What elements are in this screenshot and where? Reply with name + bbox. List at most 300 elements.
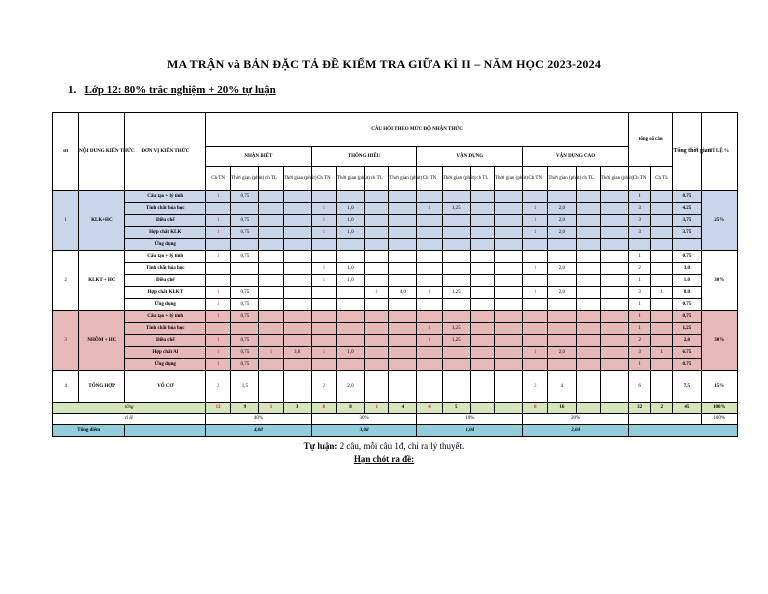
- level-header: THÔNG HIỂU: [311, 147, 417, 167]
- question-count: 1: [417, 335, 442, 347]
- level-header: VẬN DỤNG: [417, 147, 523, 167]
- table-row: [53, 311, 738, 323]
- time-value: [494, 371, 522, 403]
- sub-header-ch-tn: Ch TN: [206, 167, 231, 191]
- total-time: 0.75: [673, 251, 701, 263]
- question-count: 1: [206, 191, 231, 203]
- question-count: [365, 299, 389, 311]
- group-rate: 30%: [701, 251, 738, 311]
- total-time: 8.0: [673, 287, 701, 299]
- time-value: 0,75: [231, 251, 259, 263]
- total-tn: 3: [629, 215, 651, 227]
- time-value: 1,0: [336, 227, 364, 239]
- question-count: [470, 299, 494, 311]
- total-tl: 1: [651, 287, 673, 299]
- time-value: [494, 239, 522, 251]
- question-count: [311, 335, 336, 347]
- time-value: [494, 347, 522, 359]
- time-value: 1,5: [231, 371, 259, 403]
- total-value: [470, 403, 494, 414]
- score-row: [53, 425, 738, 437]
- time-value: [231, 263, 259, 275]
- question-count: [311, 191, 336, 203]
- question-count: [365, 251, 389, 263]
- question-count: 1: [365, 287, 389, 299]
- time-value: 2,0: [336, 371, 364, 403]
- time-value: [494, 335, 522, 347]
- question-count: [206, 275, 231, 287]
- sub-header-ch-tl: ch TL: [365, 167, 389, 191]
- question-count: [365, 239, 389, 251]
- time-value: [600, 311, 628, 323]
- question-count: [576, 251, 600, 263]
- matrix-table: [52, 112, 738, 437]
- time-value: [283, 251, 311, 263]
- total-label: tổng: [53, 403, 206, 414]
- question-count: [311, 323, 336, 335]
- total-tn: 1: [629, 275, 651, 287]
- question-count: 1: [311, 263, 336, 275]
- question-count: [417, 311, 442, 323]
- total-time: [673, 239, 701, 251]
- time-value: [548, 239, 576, 251]
- question-count: [470, 239, 494, 251]
- time-value: [494, 263, 522, 275]
- level-header: NHẬN BIẾT: [206, 147, 312, 167]
- time-value: [548, 191, 576, 203]
- question-count: [576, 347, 600, 359]
- question-count: [576, 227, 600, 239]
- sub-header-thoi-gian: Thời gian (phút): [442, 167, 470, 191]
- total-tn: 1: [629, 191, 651, 203]
- unit-label: Tính chất hóa học: [125, 203, 206, 215]
- score-value: 2,0đ: [523, 425, 629, 437]
- question-count: [311, 299, 336, 311]
- group-stt: 3: [53, 311, 79, 371]
- time-value: [600, 287, 628, 299]
- time-value: [442, 311, 470, 323]
- total-value: 8: [311, 403, 336, 414]
- question-count: [365, 347, 389, 359]
- time-value: [389, 335, 417, 347]
- ratio-value: 20%: [523, 414, 629, 425]
- unit-label: Điều chế: [125, 335, 206, 347]
- question-count: 1: [206, 251, 231, 263]
- question-count: [470, 359, 494, 371]
- time-value: [600, 275, 628, 287]
- question-count: [206, 263, 231, 275]
- total-value: 8: [523, 403, 548, 414]
- question-count: 1: [206, 287, 231, 299]
- time-value: [600, 239, 628, 251]
- time-value: [600, 263, 628, 275]
- time-value: [494, 311, 522, 323]
- question-count: 1: [311, 347, 336, 359]
- total-time: 45: [673, 403, 701, 414]
- question-count: [259, 239, 283, 251]
- time-value: 1,25: [442, 323, 470, 335]
- question-count: [417, 371, 442, 403]
- question-count: [259, 227, 283, 239]
- unit-label: Hợp chất KLK: [125, 227, 206, 239]
- table-row: [53, 203, 738, 215]
- question-count: [576, 299, 600, 311]
- question-count: [523, 323, 548, 335]
- question-count: [365, 227, 389, 239]
- total-value: 1: [365, 403, 389, 414]
- sub-header-ch-tl: ch TL: [470, 167, 494, 191]
- col-tong-thoi-gian: Tổng thời gian: [673, 113, 701, 191]
- question-count: [417, 251, 442, 263]
- time-value: [494, 287, 522, 299]
- time-value: 0,75: [231, 227, 259, 239]
- time-value: [283, 299, 311, 311]
- time-value: 1,0: [336, 275, 364, 287]
- total-value: 4: [417, 403, 442, 414]
- sub-header-thoi-gian: Thời gian (phút): [600, 167, 628, 191]
- group-stt: 2: [53, 251, 79, 311]
- question-count: [470, 335, 494, 347]
- question-count: [470, 347, 494, 359]
- question-count: [259, 203, 283, 215]
- unit-label: Điều chế: [125, 275, 206, 287]
- ratio-rate: 100%: [701, 414, 738, 425]
- question-count: 2: [311, 371, 336, 403]
- question-count: [523, 239, 548, 251]
- time-value: [494, 215, 522, 227]
- question-count: [470, 287, 494, 299]
- time-value: [442, 263, 470, 275]
- question-count: 1: [206, 347, 231, 359]
- total-tl: [651, 215, 673, 227]
- table-row: [53, 359, 738, 371]
- question-count: 1: [523, 263, 548, 275]
- table-row: [53, 347, 738, 359]
- time-value: [283, 275, 311, 287]
- question-count: 1: [523, 287, 548, 299]
- question-count: [523, 191, 548, 203]
- time-value: [442, 275, 470, 287]
- time-value: [442, 227, 470, 239]
- question-count: 1: [311, 275, 336, 287]
- group-stt: 4: [53, 371, 79, 403]
- time-value: [336, 335, 364, 347]
- question-count: 1: [311, 215, 336, 227]
- unit-label: Cấu tạo + lý tính: [125, 191, 206, 203]
- time-value: [389, 263, 417, 275]
- ratio-row: [53, 414, 738, 425]
- time-value: [600, 359, 628, 371]
- sub-header-thoi-gian: Thời gian (phút): [336, 167, 364, 191]
- time-value: [442, 359, 470, 371]
- question-count: 1: [523, 203, 548, 215]
- question-count: [311, 251, 336, 263]
- total-value: 5: [442, 403, 470, 414]
- group-rate: 25%: [701, 191, 738, 251]
- time-value: [548, 311, 576, 323]
- total-tl: [651, 239, 673, 251]
- total-value: 3: [283, 403, 311, 414]
- table-row: [53, 275, 738, 287]
- question-count: [470, 323, 494, 335]
- total-tl: [651, 251, 673, 263]
- time-value: [283, 335, 311, 347]
- question-count: 1: [206, 359, 231, 371]
- group-rate: 30%: [701, 311, 738, 371]
- total-tl: [651, 191, 673, 203]
- question-count: [417, 191, 442, 203]
- question-count: [417, 227, 442, 239]
- total-tn: 1: [629, 323, 651, 335]
- ratio-value: 40%: [206, 414, 312, 425]
- question-count: [311, 311, 336, 323]
- question-count: [417, 347, 442, 359]
- total-tn: 2: [629, 335, 651, 347]
- question-count: [365, 275, 389, 287]
- question-count: [470, 371, 494, 403]
- sub-header-thoi-gian: Thời gian (phút): [283, 167, 311, 191]
- total-value: 9: [231, 403, 259, 414]
- time-value: [389, 215, 417, 227]
- total-value: 16: [548, 403, 576, 414]
- unit-label: Ứng dụng: [125, 239, 206, 251]
- time-value: [600, 203, 628, 215]
- ratio-value: 10%: [417, 414, 523, 425]
- time-value: 0,75: [231, 335, 259, 347]
- total-time: 3.75: [673, 227, 701, 239]
- total-time: 3,75: [673, 215, 701, 227]
- time-value: [442, 299, 470, 311]
- col-tong-so-cau: tổng số câu: [629, 113, 673, 167]
- section-number: 1.: [68, 84, 77, 96]
- table-row: [53, 263, 738, 275]
- group-stt: 1: [53, 191, 79, 251]
- time-value: [548, 359, 576, 371]
- question-count: [365, 311, 389, 323]
- question-count: [576, 215, 600, 227]
- time-value: [442, 191, 470, 203]
- question-count: [259, 287, 283, 299]
- question-count: 1: [417, 203, 442, 215]
- time-value: [494, 323, 522, 335]
- time-value: [336, 323, 364, 335]
- question-count: [259, 371, 283, 403]
- question-count: [365, 335, 389, 347]
- question-count: 1: [523, 227, 548, 239]
- time-value: 2,0: [548, 227, 576, 239]
- total-tl: [651, 263, 673, 275]
- question-count: [259, 323, 283, 335]
- time-value: [494, 251, 522, 263]
- table-row: [53, 299, 738, 311]
- time-value: [283, 203, 311, 215]
- time-value: 0,75: [231, 287, 259, 299]
- time-value: [600, 191, 628, 203]
- total-value: 1: [259, 403, 283, 414]
- col-cau-hoi: CÂU HỎI THEO MỨC ĐỘ NHẬN THỨC: [206, 113, 629, 147]
- question-count: [523, 359, 548, 371]
- question-count: [576, 275, 600, 287]
- total-tn: 1: [629, 251, 651, 263]
- question-count: [576, 287, 600, 299]
- time-value: [389, 191, 417, 203]
- question-count: [576, 203, 600, 215]
- time-value: 0,75: [231, 191, 259, 203]
- score-empty: [125, 425, 206, 437]
- time-value: [600, 371, 628, 403]
- time-value: 4,0: [389, 287, 417, 299]
- sub-header-thoi-gian: Thời gian (phút): [548, 167, 576, 191]
- tu-luan-note: [0, 441, 768, 451]
- question-count: [259, 263, 283, 275]
- total-value: 8: [336, 403, 364, 414]
- time-value: [494, 275, 522, 287]
- question-count: [470, 275, 494, 287]
- question-count: [259, 215, 283, 227]
- question-count: 1: [206, 227, 231, 239]
- question-count: [470, 215, 494, 227]
- question-count: 1: [206, 311, 231, 323]
- group-topic: NHÔM + HC: [79, 311, 125, 371]
- time-value: [494, 203, 522, 215]
- question-count: [576, 335, 600, 347]
- total-time: 2,0: [673, 335, 701, 347]
- question-count: [417, 299, 442, 311]
- time-value: [389, 251, 417, 263]
- group-topic: KLKT + HC: [79, 251, 125, 311]
- time-value: [336, 299, 364, 311]
- unit-label: Tính chất hóa học: [125, 263, 206, 275]
- time-value: [231, 239, 259, 251]
- time-value: 0,75: [231, 347, 259, 359]
- time-value: [283, 371, 311, 403]
- total-time: 0.75: [673, 191, 701, 203]
- col-ti-le: TỈ LỆ %: [701, 113, 738, 191]
- question-count: [259, 251, 283, 263]
- unit-label: Ứng dụng: [125, 299, 206, 311]
- total-tl: [651, 371, 673, 403]
- sub-header-tong-tn: Ch TN: [629, 167, 651, 191]
- total-tn: 1: [629, 359, 651, 371]
- time-value: 4: [548, 371, 576, 403]
- question-count: 1: [206, 335, 231, 347]
- time-value: [494, 227, 522, 239]
- sub-header-ch-tn: Ch TN: [523, 167, 548, 191]
- time-value: 1,25: [442, 287, 470, 299]
- total-value: 4: [389, 403, 417, 414]
- total-time: 4.25: [673, 203, 701, 215]
- question-count: [576, 371, 600, 403]
- question-count: 2: [206, 371, 231, 403]
- question-count: [417, 359, 442, 371]
- total-tl: [651, 203, 673, 215]
- time-value: [283, 287, 311, 299]
- sub-header-tong-tl: Ch TL: [651, 167, 673, 191]
- time-value: [283, 323, 311, 335]
- question-count: [470, 227, 494, 239]
- question-count: [259, 191, 283, 203]
- time-value: 1,25: [442, 203, 470, 215]
- time-value: 0,75: [231, 311, 259, 323]
- time-value: [494, 299, 522, 311]
- unit-label: Ứng dụng: [125, 359, 206, 371]
- time-value: [336, 359, 364, 371]
- time-value: [336, 251, 364, 263]
- question-count: [470, 191, 494, 203]
- time-value: [600, 215, 628, 227]
- time-value: [548, 323, 576, 335]
- time-value: [548, 299, 576, 311]
- table-row: [53, 323, 738, 335]
- sub-header-thoi-gian: Thời gian (phút): [389, 167, 417, 191]
- question-count: [311, 239, 336, 251]
- time-value: [600, 251, 628, 263]
- ratio-empty: [629, 414, 701, 425]
- unit-label: Cấu tạo + lý tính: [125, 251, 206, 263]
- question-count: [417, 263, 442, 275]
- question-count: [576, 323, 600, 335]
- tu-luan-label: Tự luận:: [303, 441, 338, 451]
- question-count: [206, 203, 231, 215]
- table-row: [53, 251, 738, 263]
- total-tl: [651, 323, 673, 335]
- group-rate: 15%: [701, 371, 738, 403]
- unit-label: VÔ CƠ: [125, 371, 206, 403]
- time-value: 1,25: [442, 335, 470, 347]
- time-value: 1,0: [336, 215, 364, 227]
- question-count: [365, 263, 389, 275]
- total-tn: [629, 239, 651, 251]
- score-label: Tổng điểm: [53, 425, 125, 437]
- time-value: [600, 299, 628, 311]
- score-value: 4,0đ: [206, 425, 312, 437]
- time-value: [600, 335, 628, 347]
- question-count: 2: [523, 371, 548, 403]
- question-count: [259, 359, 283, 371]
- total-time: 6.75: [673, 347, 701, 359]
- question-count: 1: [417, 323, 442, 335]
- total-value: 12: [206, 403, 231, 414]
- time-value: [283, 191, 311, 203]
- time-value: [231, 203, 259, 215]
- table-row: [53, 191, 738, 203]
- time-value: 0,75: [231, 359, 259, 371]
- total-tl: 1: [651, 347, 673, 359]
- total-tl: [651, 227, 673, 239]
- time-value: [442, 251, 470, 263]
- time-value: [231, 275, 259, 287]
- total-time: 7,5: [673, 371, 701, 403]
- question-count: [311, 287, 336, 299]
- time-value: [283, 239, 311, 251]
- question-count: 1: [417, 287, 442, 299]
- time-value: [389, 275, 417, 287]
- group-topic: KLK+HC: [79, 191, 125, 251]
- han-chot-label: Hạn chót ra đề:: [353, 454, 415, 464]
- time-value: [389, 359, 417, 371]
- total-value: [600, 403, 628, 414]
- ratio-value: 30%: [311, 414, 417, 425]
- section-heading: [68, 84, 276, 96]
- table-row: [53, 335, 738, 347]
- question-count: [576, 239, 600, 251]
- time-value: [600, 227, 628, 239]
- total-value: [494, 403, 522, 414]
- question-count: [259, 299, 283, 311]
- question-count: [470, 263, 494, 275]
- time-value: [442, 215, 470, 227]
- unit-label: Cấu tạo + lý tính: [125, 311, 206, 323]
